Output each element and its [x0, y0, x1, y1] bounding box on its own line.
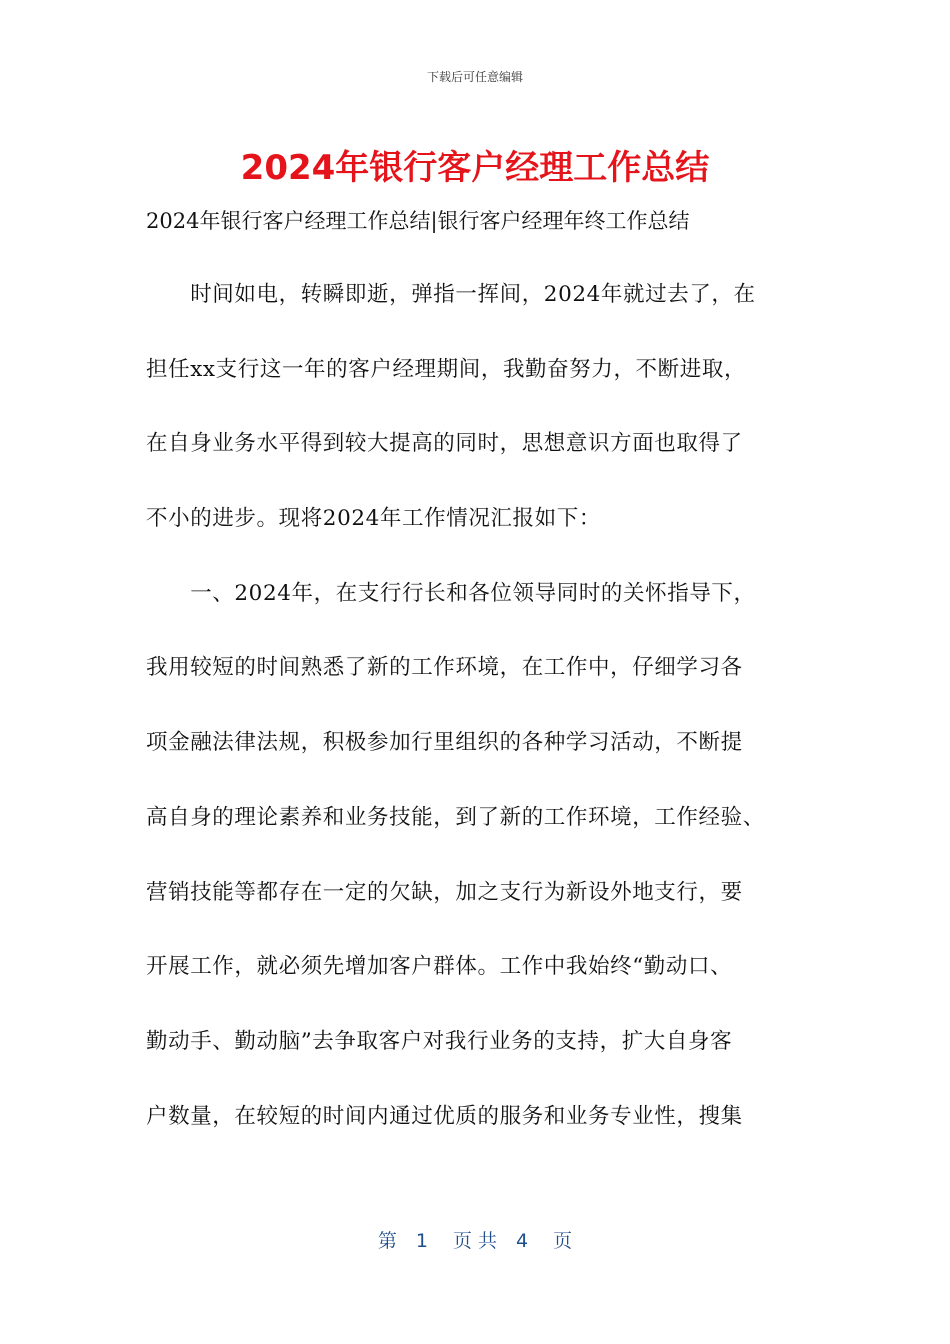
body-line: 营销技能等都存在一定的欠缺，加之支行为新设外地支行，要: [146, 879, 743, 905]
body-line: 项金融法律法规，积极参加行里组织的各种学习活动，不断提: [146, 730, 743, 756]
header-note: 下载后可任意编辑: [426, 70, 523, 84]
body-line: 开展工作，就必须先增加客户群体。工作中我始终“勤动口、: [146, 954, 733, 980]
document-body: [146, 278, 818, 1174]
body-line: 户数量，在较短的时间内通过优质的服务和业务专业性，搜集: [146, 1103, 743, 1129]
page-number-footer: 第 1 页 共 4 页: [377, 1230, 573, 1252]
body-line: 担任xx支行这一年的客户经理期间，我勤奋努力，不断进取，: [146, 356, 747, 382]
body-line: 勤动手、勤动脑”去争取客户对我行业务的支持，扩大自身客: [146, 1028, 733, 1054]
body-line: 我用较短的时间熟悉了新的工作环境，在工作中，仔细学习各: [146, 655, 743, 681]
body-line: 不小的进步。现将2024年工作情况汇报如下：: [146, 506, 601, 532]
document-title: 2024年银行客户经理工作总结: [240, 148, 710, 188]
body-line: 时间如电，转瞬即逝，弹指一挥间，2024年就过去了，在: [146, 282, 756, 307]
body-line: 高自身的理论素养和业务技能，到了新的工作环境，工作经验、: [146, 804, 765, 830]
body-line: 在自身业务水平得到较大提高的同时，思想意识方面也取得了: [146, 431, 743, 457]
body-line: 一、2024年，在支行行长和各位领导同时的关怀指导下，: [146, 580, 756, 606]
document-subtitle: 2024年银行客户经理工作总结|银行客户经理年终工作总结: [146, 209, 690, 233]
